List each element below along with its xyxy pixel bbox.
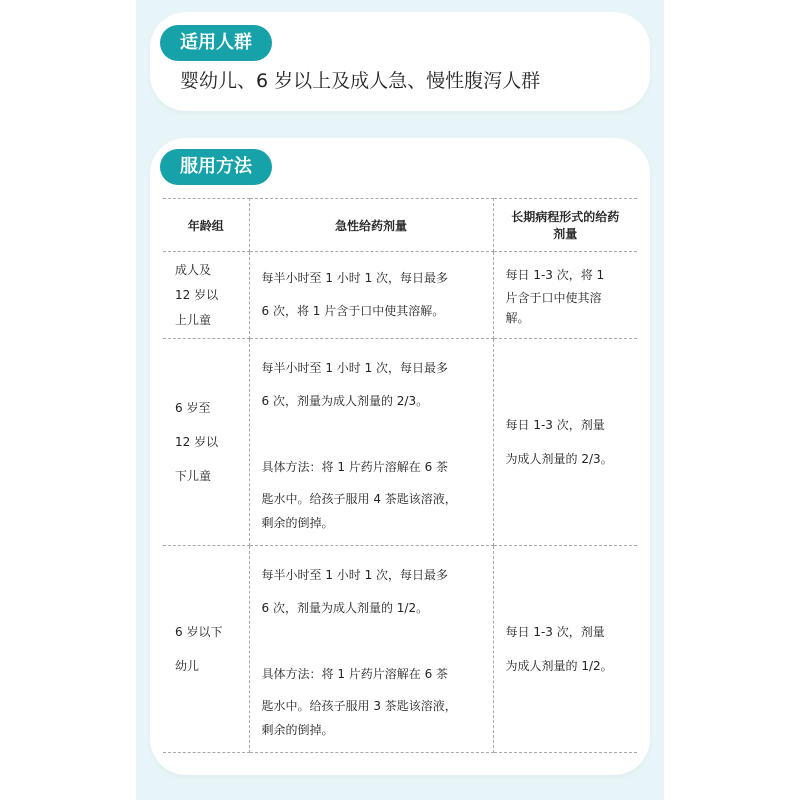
header-acute-dosage: 急性给药剂量 [249,199,493,252]
cell-line: 剩余的倒掉。 [261,516,334,530]
cell-line: 每日 1-3 次，剂量 [505,625,605,639]
cell-line: 6 岁以下 [175,625,223,639]
cell-line: 成人及 [175,262,212,277]
cell-line: 下儿童 [175,469,212,483]
cell-line: 12 岁以 [175,287,219,302]
age-cell [163,252,249,339]
cell-line: 每日 1-3 次，将 1 [505,267,605,282]
cell-line: 匙水中。给孩子服用 4 茶匙该溶液， [261,492,457,506]
long-term-dosage-cell [493,252,637,339]
cell-line: 每半小时至 1 小时 1 次，每日最多 [261,271,449,285]
usage-title: 服用方法 [160,149,272,185]
usage-card [150,138,650,775]
cell-line: 为成人剂量的 1/2。 [505,659,613,673]
acute-dosage-cell [249,339,493,546]
suitable-population-title: 适用人群 [160,25,272,61]
table-row [163,252,637,339]
cell-line: 12 岁以 [175,435,219,449]
cell-line: 6 次，将 1 片含于口中使其溶解。 [261,304,445,318]
acute-dosage-cell [249,546,493,753]
cell-line: 具体方法：将 1 片药片溶解在 6 茶 [261,667,449,681]
spacer [262,625,481,658]
cell-line: 解。 [505,310,530,325]
header-age-group: 年龄组 [163,199,249,252]
spacer [262,418,481,451]
cell-line: 匙水中。给孩子服用 3 茶匙该溶液， [261,699,457,713]
header-long-term-line: 剂量 [553,227,578,241]
cell-line: 剩余的倒掉。 [261,723,334,737]
cell-line: 幼儿 [175,659,200,673]
header-long-term-line: 长期病程形式的给药 [511,210,620,224]
cell-line: 具体方法：将 1 片药片溶解在 6 茶 [261,460,449,474]
table-row [163,339,637,546]
header-long-term-dosage [493,199,637,252]
suitable-population-text: 婴幼儿、6 岁以上及成人急、慢性腹泻人群 [180,70,541,92]
age-cell [163,546,249,753]
cell-line: 每日 1-3 次，剂量 [505,418,605,432]
acute-dosage-cell [249,252,493,339]
cell-line: 片含于口中使其溶 [505,290,602,305]
long-term-dosage-cell [493,339,637,546]
table-row [163,546,637,753]
cell-line: 6 次，剂量为成人剂量的 1/2。 [261,601,429,615]
cell-line: 每半小时至 1 小时 1 次，每日最多 [261,361,449,375]
cell-line: 上儿童 [175,312,212,327]
dosage-table [163,198,637,753]
cell-line: 为成人剂量的 2/3。 [505,452,613,466]
suitable-population-card [150,12,650,111]
table-header-row [163,199,637,252]
cell-line: 6 岁至 [175,401,211,415]
cell-line: 每半小时至 1 小时 1 次，每日最多 [261,568,449,582]
age-cell [163,339,249,546]
cell-line: 6 次，剂量为成人剂量的 2/3。 [261,394,429,408]
long-term-dosage-cell [493,546,637,753]
